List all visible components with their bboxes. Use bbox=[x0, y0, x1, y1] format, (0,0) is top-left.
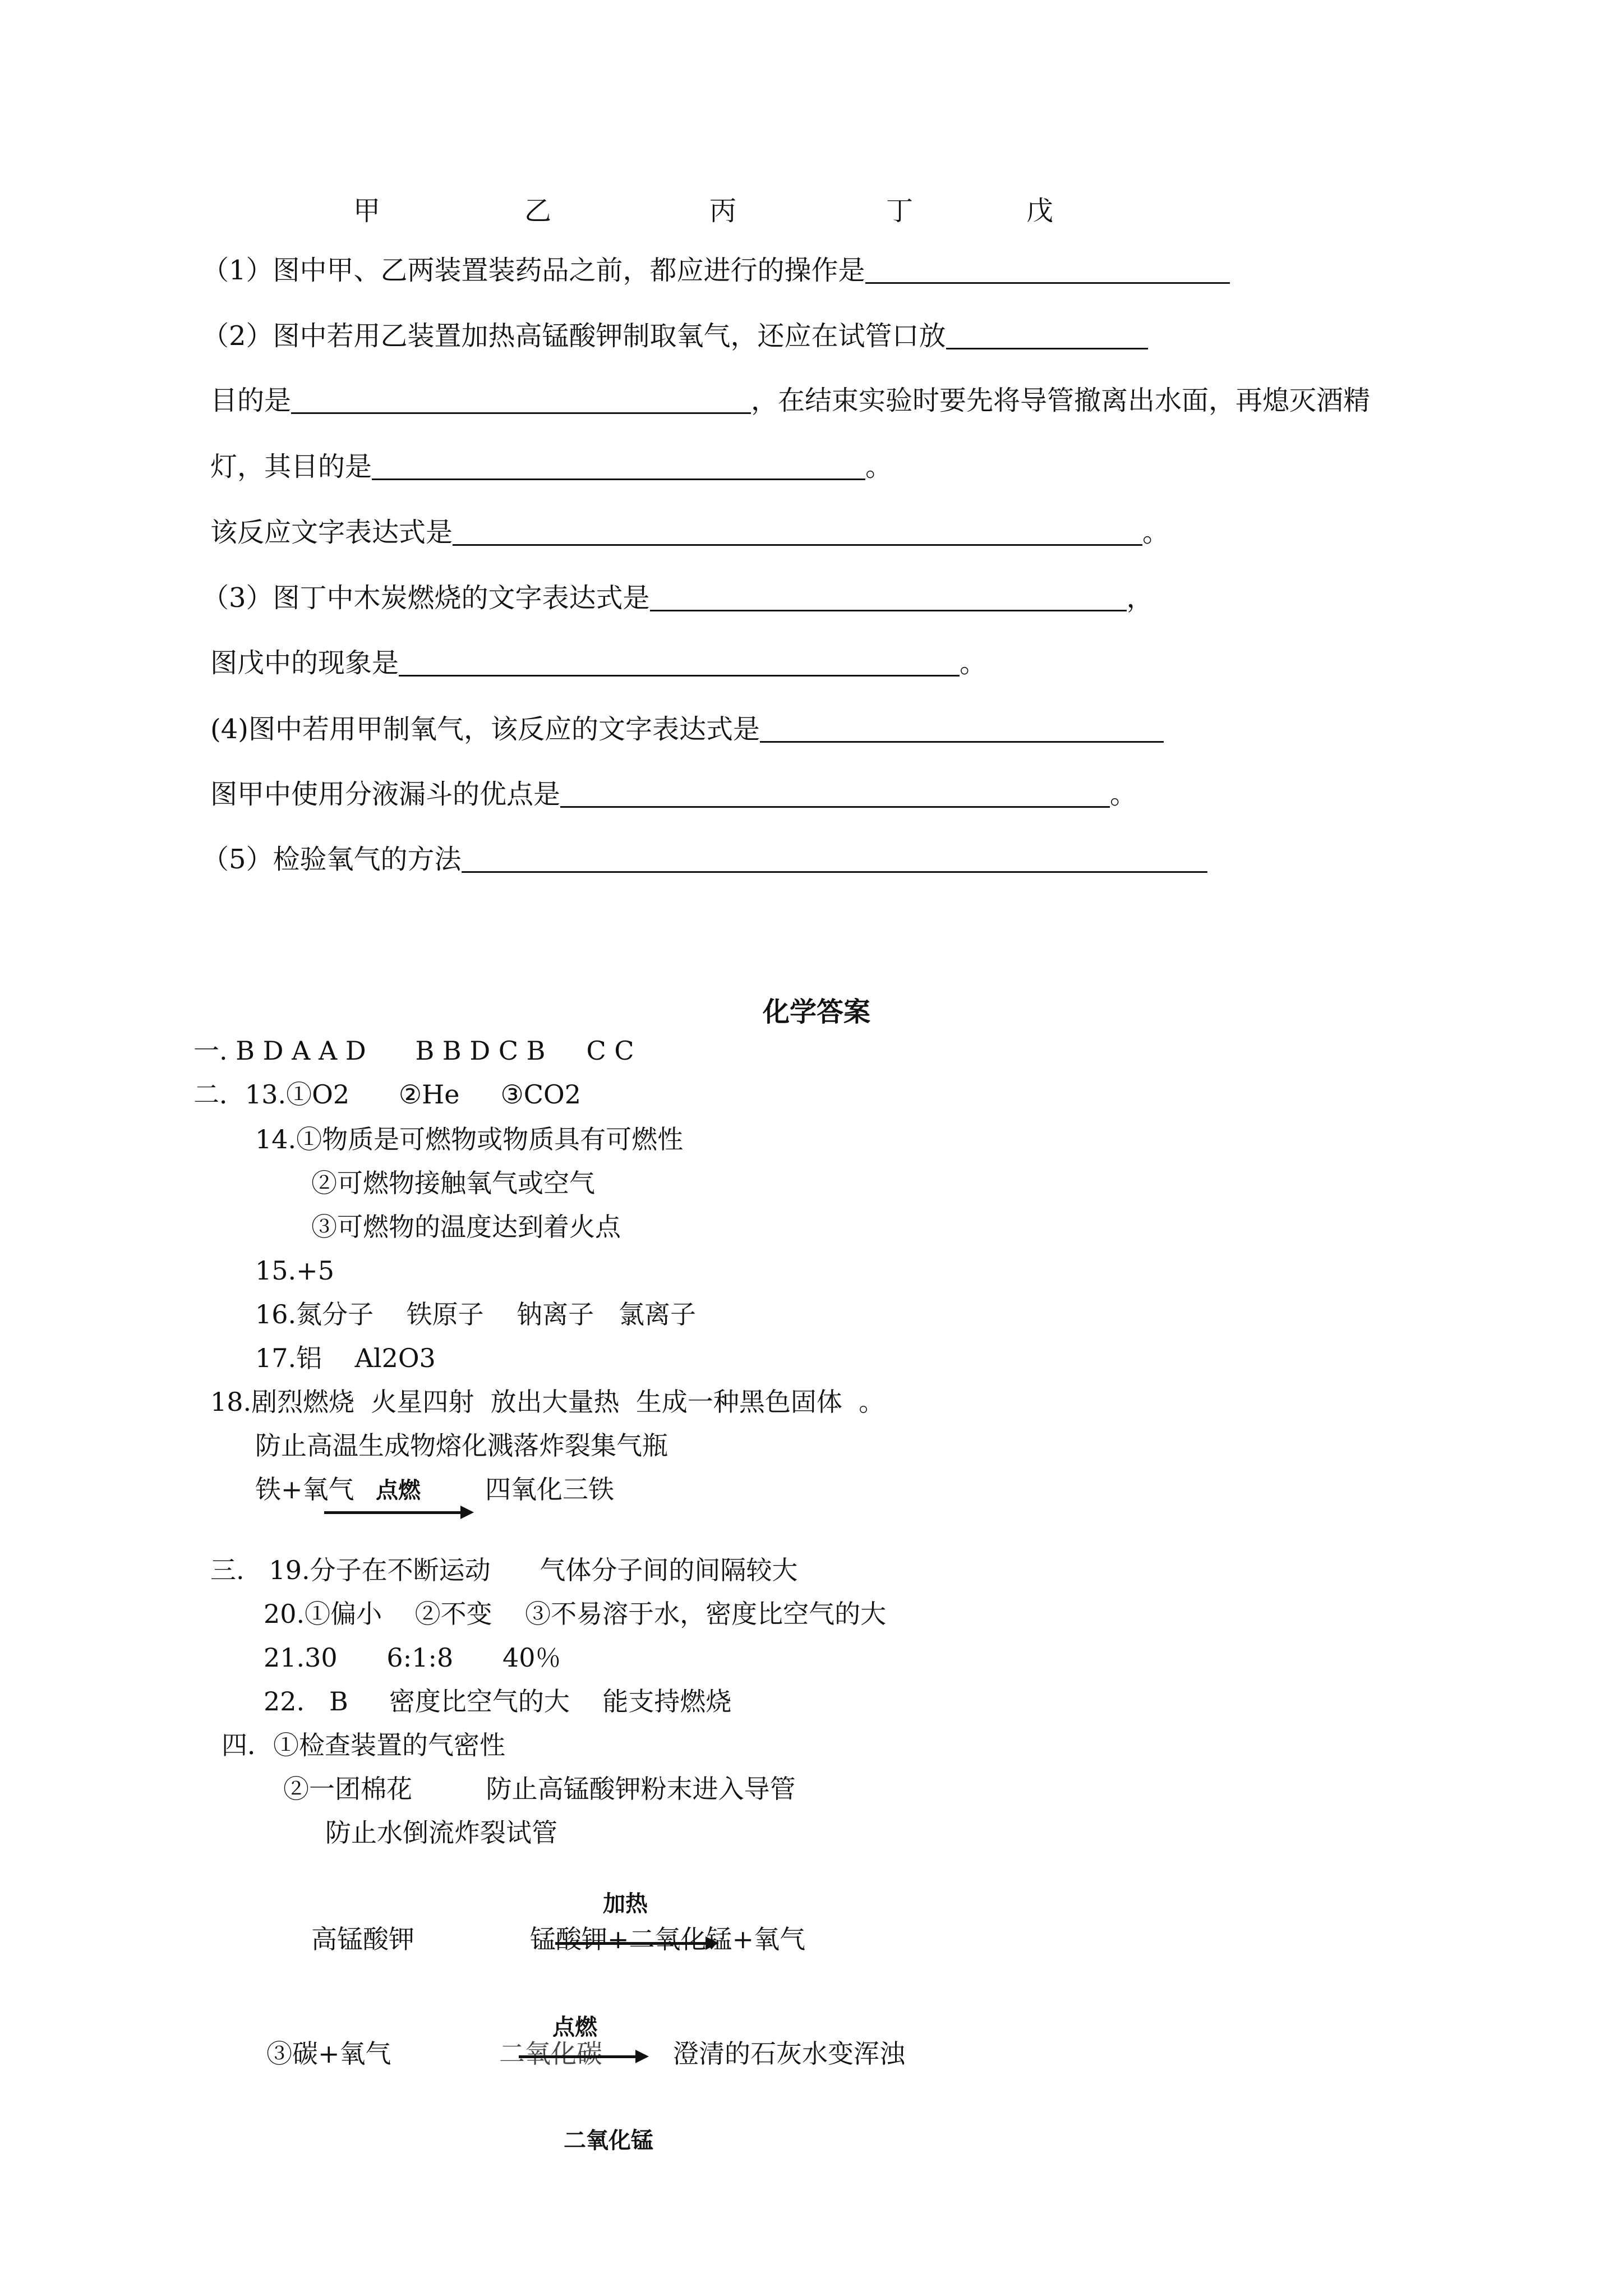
equation-2-left: ③碳+氧气 bbox=[266, 2039, 391, 2069]
question-text: (4)图中若用甲制氧气，该反应的文字表达式是 bbox=[210, 714, 760, 745]
answer-blank[interactable] bbox=[372, 454, 865, 480]
reaction-arrow bbox=[324, 1511, 462, 1514]
equation-1-left: 高锰酸钾 bbox=[311, 1924, 414, 1954]
answer-21: 21.30 6:1:8 40％ bbox=[264, 1642, 561, 1673]
label-jia: 甲 bbox=[353, 195, 381, 227]
answer-blank[interactable] bbox=[453, 519, 1142, 546]
label-yi: 乙 bbox=[524, 195, 552, 227]
answer-14-1: 14.①物质是可燃物或物质具有可燃性 bbox=[255, 1124, 684, 1154]
question-3 bbox=[202, 582, 1154, 614]
question-2-reason bbox=[210, 453, 892, 480]
question-4 bbox=[210, 716, 1164, 743]
question-text: 目的是 bbox=[210, 385, 292, 416]
answer-14-2: ②可燃物接触氧气或空气 bbox=[311, 1168, 595, 1198]
answer-20: 20.①偏小 ②不变 ③不易溶于水，密度比空气的大 bbox=[264, 1599, 887, 1629]
label-wu: 戊 bbox=[1026, 195, 1054, 227]
question-text: 。 bbox=[1142, 517, 1170, 548]
answer-18-eq-left: 铁+氧气 bbox=[255, 1474, 354, 1504]
question-4-advantage bbox=[210, 781, 1137, 808]
answers-title: 化学答案 bbox=[763, 996, 871, 1028]
answer-4-b: ②一团棉花 防止高锰酸钾粉末进入导管 bbox=[283, 1774, 796, 1804]
answer-section-1: 一. B D A A D B B D C B C C bbox=[193, 1036, 634, 1066]
equation-1-right: 锰酸钾+二氧化锰+氧气 bbox=[530, 1924, 806, 1954]
answer-blank[interactable] bbox=[865, 257, 1230, 284]
question-text: 。 bbox=[960, 647, 987, 679]
question-text: （3）图丁中木炭燃烧的文字表达式是 bbox=[202, 582, 650, 614]
answer-blank[interactable] bbox=[946, 323, 1148, 349]
question-text: 。 bbox=[865, 451, 893, 482]
answer-section-4: 四．①检查装置的气密性 bbox=[222, 1730, 505, 1760]
answer-18-b: 防止高温生成物熔化溅落炸裂集气瓶 bbox=[255, 1430, 668, 1461]
condition-label: 点燃 bbox=[376, 1477, 421, 1503]
answer-blank[interactable] bbox=[560, 781, 1110, 808]
question-1 bbox=[202, 257, 1230, 284]
answer-blank[interactable] bbox=[462, 846, 1207, 873]
answer-17: 17.铝 Al2O3 bbox=[255, 1343, 436, 1373]
question-text: ，在结束实验时要先将导管撤离出水面，再熄灭酒精 bbox=[751, 385, 1371, 416]
question-3-phenomenon bbox=[210, 647, 987, 679]
question-2-purpose bbox=[210, 387, 1370, 414]
answer-22: 22. B 密度比空气的大 能支持燃烧 bbox=[264, 1686, 732, 1717]
question-text: （5）检验氧气的方法 bbox=[202, 844, 462, 875]
answer-19: 三. 19.分子在不断运动 气体分子间的间隔较大 bbox=[210, 1555, 798, 1585]
question-2-equation bbox=[210, 519, 1169, 546]
question-1-text: （1）图中甲、乙两装置装药品之前，都应进行的操作是 bbox=[202, 255, 865, 286]
answer-section-2: 二．13.①O2 ②He ③CO2 bbox=[193, 1079, 581, 1110]
question-text: 灯，其目的是 bbox=[210, 451, 372, 482]
answer-14-3: ③可燃物的温度达到着火点 bbox=[311, 1212, 621, 1242]
question-2 bbox=[202, 320, 1148, 352]
question-5 bbox=[202, 846, 1207, 873]
condition-label: 加热 bbox=[603, 1890, 648, 1917]
question-text: ， bbox=[1126, 582, 1154, 614]
reaction-arrow bbox=[519, 2055, 637, 2058]
answer-blank[interactable] bbox=[399, 650, 960, 677]
answer-15: 15.+5 bbox=[255, 1255, 334, 1286]
equation-2-right: 澄清的石灰水变浑浊 bbox=[673, 2039, 905, 2069]
question-text: 。 bbox=[1110, 779, 1137, 810]
answer-18-eq-right: 四氧化三铁 bbox=[485, 1474, 614, 1504]
answer-blank[interactable] bbox=[760, 716, 1164, 743]
answer-18: 18.剧烈燃烧 火星四射 放出大量热 生成一种黑色固体 。 bbox=[210, 1387, 885, 1417]
label-ding: 丁 bbox=[886, 195, 914, 227]
question-text: 图戊中的现象是 bbox=[210, 647, 399, 679]
question-text: 图甲中使用分液漏斗的优点是 bbox=[210, 779, 561, 810]
condition-label: 点燃 bbox=[552, 2014, 597, 2040]
question-text: 该反应文字表达式是 bbox=[210, 517, 453, 548]
answer-4-c: 防止水倒流炸裂试管 bbox=[325, 1818, 557, 1848]
catalyst-label: 二氧化锰 bbox=[564, 2127, 653, 2154]
answer-blank[interactable] bbox=[291, 388, 751, 414]
label-bing: 丙 bbox=[709, 195, 737, 227]
answer-16: 16.氮分子 铁原子 钠离子 氯离子 bbox=[255, 1299, 696, 1329]
answer-blank[interactable] bbox=[650, 585, 1127, 611]
question-2-text: （2）图中若用乙装置加热高锰酸钾制取氧气，还应在试管口放 bbox=[202, 320, 946, 352]
equation-2-product: 二氧化碳 bbox=[499, 2039, 602, 2069]
